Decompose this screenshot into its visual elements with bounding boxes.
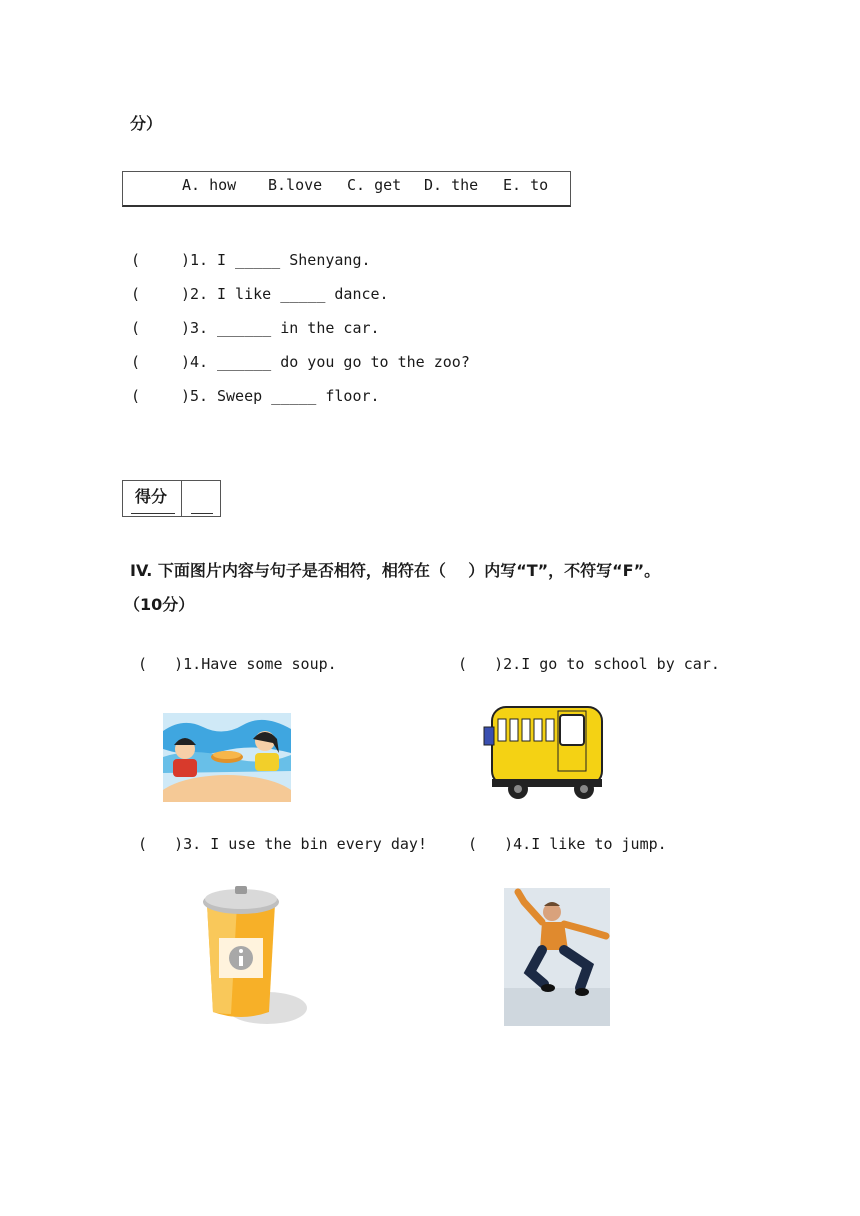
answer-paren-open[interactable]: ( bbox=[131, 251, 141, 269]
word-option-c: C. get bbox=[347, 176, 402, 194]
trash-bin-image bbox=[197, 884, 309, 1028]
score-label: 得分 bbox=[135, 487, 168, 506]
score-divider bbox=[181, 481, 182, 516]
score-underline bbox=[131, 513, 175, 514]
item-sentence: ______ in the car. bbox=[217, 319, 380, 337]
word-option-b: B.love bbox=[268, 176, 323, 194]
item-number: )2. bbox=[181, 285, 209, 303]
children-soup-image bbox=[163, 713, 291, 802]
item-number: )5. bbox=[181, 387, 209, 405]
jumping-man-image bbox=[504, 888, 610, 1026]
score-entry-line[interactable] bbox=[191, 513, 213, 514]
judge-item-2[interactable]: ( )2.I go to school by car. bbox=[458, 655, 720, 673]
item-sentence: ______ do you go to the zoo? bbox=[217, 353, 470, 371]
school-bus-image bbox=[480, 701, 608, 803]
item-sentence: Sweep _____ floor. bbox=[217, 387, 380, 405]
answer-paren-open[interactable]: ( bbox=[131, 387, 141, 405]
section-iv-title: IV. 下面图片内容与句子是否相符，相符在（ ）内写“T”，不符写“F”。 bbox=[130, 561, 661, 580]
word-option-a: A. how bbox=[182, 176, 237, 194]
item-sentence: I like _____ dance. bbox=[217, 285, 389, 303]
answer-paren-open[interactable]: ( bbox=[131, 285, 141, 303]
answer-paren-open[interactable]: ( bbox=[131, 353, 141, 371]
word-bank-box bbox=[122, 171, 571, 207]
item-number: )4. bbox=[181, 353, 209, 371]
item-number: )1. bbox=[181, 251, 209, 269]
score-box bbox=[122, 480, 221, 517]
word-option-d: D. the bbox=[424, 176, 479, 194]
judge-item-3[interactable]: ( )3. I use the bin every day! bbox=[138, 835, 427, 853]
section-iv-points: （10分） bbox=[124, 595, 195, 614]
judge-item-1[interactable]: ( )1.Have some soup. bbox=[138, 655, 337, 673]
header-fragment: 分） bbox=[130, 114, 163, 133]
answer-paren-open[interactable]: ( bbox=[131, 319, 141, 337]
item-number: )3. bbox=[181, 319, 209, 337]
judge-item-4[interactable]: ( )4.I like to jump. bbox=[468, 835, 667, 853]
item-sentence: I _____ Shenyang. bbox=[217, 251, 371, 269]
word-option-e: E. to bbox=[503, 176, 549, 194]
